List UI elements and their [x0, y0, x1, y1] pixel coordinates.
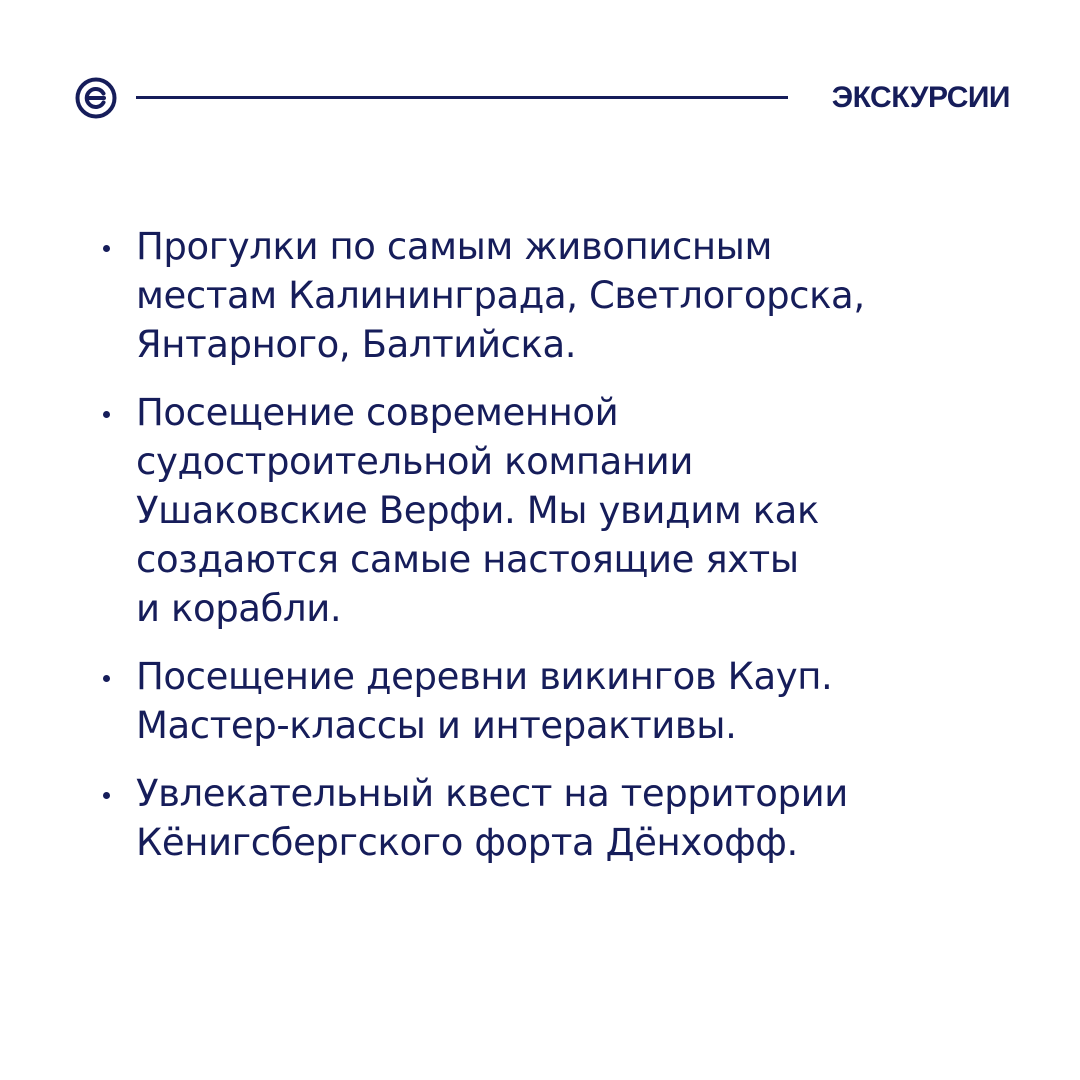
list-item-text: Посещение деревни викингов Кауп. Мастер-классы и интерактивы. — [136, 655, 833, 747]
bullet-dot-icon — [103, 675, 110, 682]
list-item-text: Посещение современной судостроительной компании Ушаковские Верфи. Мы увидим как создаются самые настоящие яхты и корабли. — [136, 391, 819, 630]
list-item — [95, 652, 995, 750]
bullet-dot-icon — [103, 245, 110, 252]
list-item-text: Прогулки по самым живописным местам Калининграда, Светлогорска, Янтарного, Балтийска. — [136, 225, 865, 366]
list-item — [95, 388, 995, 633]
bullet-dot-icon — [103, 792, 110, 799]
list-item-text: Увлекательный квест на территории Кёнигсбергского форта Дёнхофф. — [136, 772, 848, 864]
list-item — [95, 222, 995, 369]
header — [0, 0, 1080, 200]
section-title: ЭКСКУРСИИ — [831, 81, 1010, 114]
bullet-dot-icon — [103, 411, 110, 418]
list-item — [95, 769, 995, 867]
brand-logo-icon — [75, 77, 117, 119]
header-divider-line — [136, 96, 788, 99]
excursions-list — [95, 222, 995, 886]
